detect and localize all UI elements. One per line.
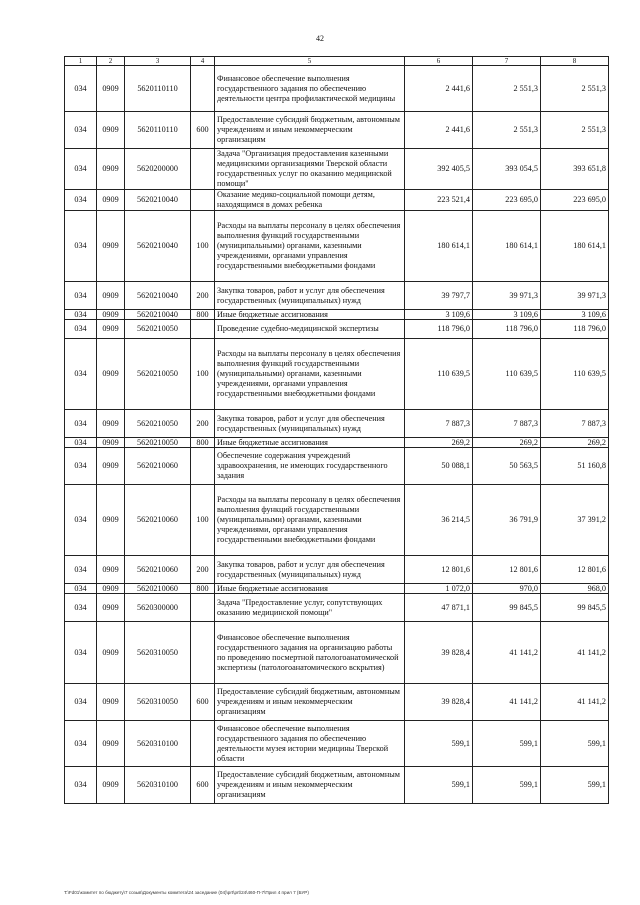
cell-amount-year-2: 41 141,2 — [473, 684, 541, 721]
cell-ministry-code: 034 — [65, 556, 97, 584]
cell-section-code: 0909 — [97, 282, 125, 310]
table-row — [65, 438, 609, 448]
cell-target-item-code: 5620310100 — [125, 721, 191, 767]
cell-expense-type-code — [191, 448, 215, 485]
cell-amount-year-1: 7 887,3 — [405, 410, 473, 438]
cell-ministry-code: 034 — [65, 438, 97, 448]
cell-expense-type-code: 800 — [191, 584, 215, 594]
cell-target-item-code: 5620200000 — [125, 149, 191, 190]
cell-description: Расходы на выплаты персоналу в целях обеспечения выполнения функций государственными (муниципальными) органами, казенными учреждениями, органами управления государственными внебюджетными фондами — [215, 211, 405, 282]
cell-ministry-code: 034 — [65, 320, 97, 339]
column-header: 8 — [541, 57, 609, 66]
cell-expense-type-code — [191, 594, 215, 622]
cell-ministry-code: 034 — [65, 584, 97, 594]
cell-ministry-code: 034 — [65, 282, 97, 310]
cell-amount-year-1: 2 441,6 — [405, 112, 473, 149]
cell-expense-type-code: 200 — [191, 282, 215, 310]
cell-description: Иные бюджетные ассигнования — [215, 584, 405, 594]
cell-target-item-code: 5620210040 — [125, 282, 191, 310]
cell-description: Финансовое обеспечение выполнения государственного задания по обеспечению деятельности музея истории медицины Тверской области — [215, 721, 405, 767]
cell-ministry-code: 034 — [65, 594, 97, 622]
page-number: 42 — [316, 34, 324, 43]
cell-target-item-code: 5620210050 — [125, 339, 191, 410]
cell-section-code: 0909 — [97, 320, 125, 339]
table-row — [65, 594, 609, 622]
cell-amount-year-1: 36 214,5 — [405, 485, 473, 556]
cell-ministry-code: 034 — [65, 339, 97, 410]
cell-amount-year-3: 51 160,8 — [541, 448, 609, 485]
cell-target-item-code: 5620110110 — [125, 66, 191, 112]
table-row — [65, 320, 609, 339]
cell-amount-year-3: 99 845,5 — [541, 594, 609, 622]
cell-expense-type-code — [191, 190, 215, 211]
table-row — [65, 584, 609, 594]
cell-amount-year-1: 39 797,7 — [405, 282, 473, 310]
cell-target-item-code: 5620210040 — [125, 190, 191, 211]
cell-amount-year-2: 39 971,3 — [473, 282, 541, 310]
cell-amount-year-3: 39 971,3 — [541, 282, 609, 310]
table-row — [65, 767, 609, 804]
table-row — [65, 149, 609, 190]
cell-target-item-code: 5620210040 — [125, 211, 191, 282]
cell-amount-year-2: 223 695,0 — [473, 190, 541, 211]
cell-expense-type-code: 600 — [191, 112, 215, 149]
table-row — [65, 282, 609, 310]
cell-amount-year-1: 223 521,4 — [405, 190, 473, 211]
cell-ministry-code: 034 — [65, 190, 97, 211]
cell-target-item-code: 5620210050 — [125, 320, 191, 339]
cell-target-item-code: 5620310050 — [125, 622, 191, 684]
cell-amount-year-3: 7 887,3 — [541, 410, 609, 438]
cell-section-code: 0909 — [97, 448, 125, 485]
table-row — [65, 190, 609, 211]
cell-section-code: 0909 — [97, 721, 125, 767]
cell-description: Предоставление субсидий бюджетным, автономным учреждениям и иным некоммерческим организациям — [215, 112, 405, 149]
cell-description: Расходы на выплаты персоналу в целях обеспечения выполнения функций государственными (муниципальными) органами, казенными учреждениями, органами управления государственными внебюджетными фондами — [215, 485, 405, 556]
cell-section-code: 0909 — [97, 339, 125, 410]
table-row — [65, 339, 609, 410]
cell-amount-year-3: 223 695,0 — [541, 190, 609, 211]
cell-description: Предоставление субсидий бюджетным, автономным учреждениям и иным некоммерческим организациям — [215, 684, 405, 721]
cell-expense-type-code: 200 — [191, 410, 215, 438]
cell-expense-type-code — [191, 622, 215, 684]
cell-expense-type-code: 100 — [191, 211, 215, 282]
cell-target-item-code: 5620300000 — [125, 594, 191, 622]
table-row — [65, 721, 609, 767]
table-row — [65, 448, 609, 485]
table-row — [65, 684, 609, 721]
cell-description: Финансовое обеспечение выполнения государственного задания на организацию работы по проведению посмертной патологоанатомической экспертизы (патологоанатомического вскрытия) — [215, 622, 405, 684]
cell-amount-year-3: 599,1 — [541, 767, 609, 804]
cell-description: Проведение судебно-медицинской экспертизы — [215, 320, 405, 339]
cell-description: Оказание медико-социальной помощи детям, находящимся в домах ребенка — [215, 190, 405, 211]
cell-amount-year-1: 180 614,1 — [405, 211, 473, 282]
table-row — [65, 556, 609, 584]
cell-amount-year-3: 2 551,3 — [541, 66, 609, 112]
cell-expense-type-code — [191, 320, 215, 339]
column-header: 7 — [473, 57, 541, 66]
cell-description: Закупка товаров, работ и услуг для обеспечения государственных (муниципальных) нужд — [215, 410, 405, 438]
cell-target-item-code: 5620210050 — [125, 438, 191, 448]
cell-section-code: 0909 — [97, 410, 125, 438]
cell-amount-year-1: 39 828,4 — [405, 684, 473, 721]
cell-ministry-code: 034 — [65, 721, 97, 767]
column-header: 6 — [405, 57, 473, 66]
cell-target-item-code: 5620210040 — [125, 310, 191, 320]
cell-amount-year-1: 1 072,0 — [405, 584, 473, 594]
cell-amount-year-2: 393 054,5 — [473, 149, 541, 190]
cell-section-code: 0909 — [97, 767, 125, 804]
cell-ministry-code: 034 — [65, 485, 97, 556]
cell-target-item-code: 5620110110 — [125, 112, 191, 149]
cell-amount-year-3: 3 109,6 — [541, 310, 609, 320]
cell-expense-type-code: 100 — [191, 485, 215, 556]
cell-expense-type-code — [191, 66, 215, 112]
cell-target-item-code: 5620210050 — [125, 410, 191, 438]
cell-description: Закупка товаров, работ и услуг для обеспечения государственных (муниципальных) нужд — [215, 556, 405, 584]
table-row — [65, 485, 609, 556]
cell-description: Задача "Организация предоставления казенными медицинскими организациями Тверской области государственных услуг по оказанию медицинской помощи" — [215, 149, 405, 190]
cell-amount-year-1: 12 801,6 — [405, 556, 473, 584]
cell-target-item-code: 5620210060 — [125, 584, 191, 594]
cell-ministry-code: 034 — [65, 112, 97, 149]
cell-expense-type-code: 600 — [191, 767, 215, 804]
cell-expense-type-code: 800 — [191, 438, 215, 448]
cell-expense-type-code: 100 — [191, 339, 215, 410]
cell-expense-type-code: 600 — [191, 684, 215, 721]
cell-amount-year-1: 118 796,0 — [405, 320, 473, 339]
cell-description: Предоставление субсидий бюджетным, автономным учреждениям и иным некоммерческим организациям — [215, 767, 405, 804]
column-header: 2 — [97, 57, 125, 66]
cell-ministry-code: 034 — [65, 448, 97, 485]
table-row — [65, 310, 609, 320]
cell-amount-year-2: 50 563,5 — [473, 448, 541, 485]
table-row — [65, 66, 609, 112]
cell-expense-type-code — [191, 721, 215, 767]
cell-amount-year-2: 269,2 — [473, 438, 541, 448]
cell-amount-year-3: 41 141,2 — [541, 684, 609, 721]
cell-description: Финансовое обеспечение выполнения государственного задания по обеспечению деятельности центра профилактической медицины — [215, 66, 405, 112]
cell-ministry-code: 034 — [65, 767, 97, 804]
cell-amount-year-3: 180 614,1 — [541, 211, 609, 282]
cell-amount-year-2: 110 639,5 — [473, 339, 541, 410]
cell-amount-year-1: 269,2 — [405, 438, 473, 448]
cell-amount-year-3: 968,0 — [541, 584, 609, 594]
cell-ministry-code: 034 — [65, 684, 97, 721]
cell-amount-year-3: 118 796,0 — [541, 320, 609, 339]
cell-section-code: 0909 — [97, 556, 125, 584]
cell-section-code: 0909 — [97, 622, 125, 684]
cell-amount-year-2: 12 801,6 — [473, 556, 541, 584]
cell-amount-year-2: 99 845,5 — [473, 594, 541, 622]
cell-amount-year-1: 2 441,6 — [405, 66, 473, 112]
cell-amount-year-3: 12 801,6 — [541, 556, 609, 584]
cell-amount-year-3: 599,1 — [541, 721, 609, 767]
cell-amount-year-1: 110 639,5 — [405, 339, 473, 410]
cell-section-code: 0909 — [97, 149, 125, 190]
cell-section-code: 0909 — [97, 190, 125, 211]
footer-file-path: T:\Fd01\комитет по бюджету\7 созыв\Документы комитета\24 заседание (04)\prt\prt\24\460-П-7\Прил 4 прил 7 (БУР) — [64, 890, 309, 895]
cell-section-code: 0909 — [97, 438, 125, 448]
cell-amount-year-2: 599,1 — [473, 721, 541, 767]
cell-section-code: 0909 — [97, 485, 125, 556]
cell-ministry-code: 034 — [65, 66, 97, 112]
cell-description: Иные бюджетные ассигнования — [215, 438, 405, 448]
cell-description: Закупка товаров, работ и услуг для обеспечения государственных (муниципальных) нужд — [215, 282, 405, 310]
cell-target-item-code: 5620310100 — [125, 767, 191, 804]
table-body — [65, 66, 609, 804]
cell-amount-year-3: 2 551,3 — [541, 112, 609, 149]
cell-amount-year-3: 41 141,2 — [541, 622, 609, 684]
cell-amount-year-1: 3 109,6 — [405, 310, 473, 320]
cell-section-code: 0909 — [97, 594, 125, 622]
table-row — [65, 622, 609, 684]
cell-amount-year-2: 3 109,6 — [473, 310, 541, 320]
column-header: 3 — [125, 57, 191, 66]
cell-section-code: 0909 — [97, 684, 125, 721]
cell-amount-year-2: 2 551,3 — [473, 112, 541, 149]
cell-description: Иные бюджетные ассигнования — [215, 310, 405, 320]
cell-target-item-code: 5620210060 — [125, 556, 191, 584]
cell-expense-type-code: 800 — [191, 310, 215, 320]
cell-amount-year-2: 970,0 — [473, 584, 541, 594]
cell-amount-year-1: 599,1 — [405, 721, 473, 767]
cell-ministry-code: 034 — [65, 622, 97, 684]
cell-amount-year-1: 392 405,5 — [405, 149, 473, 190]
cell-amount-year-1: 39 828,4 — [405, 622, 473, 684]
cell-ministry-code: 034 — [65, 211, 97, 282]
cell-target-item-code: 5620210060 — [125, 448, 191, 485]
cell-ministry-code: 034 — [65, 149, 97, 190]
cell-amount-year-1: 50 088,1 — [405, 448, 473, 485]
cell-amount-year-2: 7 887,3 — [473, 410, 541, 438]
cell-amount-year-2: 2 551,3 — [473, 66, 541, 112]
cell-amount-year-1: 47 871,1 — [405, 594, 473, 622]
cell-target-item-code: 5620310050 — [125, 684, 191, 721]
column-header: 1 — [65, 57, 97, 66]
cell-ministry-code: 034 — [65, 310, 97, 320]
cell-section-code: 0909 — [97, 310, 125, 320]
cell-section-code: 0909 — [97, 211, 125, 282]
cell-amount-year-3: 393 651,8 — [541, 149, 609, 190]
cell-section-code: 0909 — [97, 584, 125, 594]
column-header: 4 — [191, 57, 215, 66]
cell-description: Обеспечение содержания учреждений здравоохранения, не имеющих государственного задания — [215, 448, 405, 485]
cell-amount-year-1: 599,1 — [405, 767, 473, 804]
budget-table — [64, 56, 609, 804]
cell-target-item-code: 5620210060 — [125, 485, 191, 556]
cell-expense-type-code — [191, 149, 215, 190]
cell-ministry-code: 034 — [65, 410, 97, 438]
table-row — [65, 410, 609, 438]
cell-amount-year-2: 180 614,1 — [473, 211, 541, 282]
cell-section-code: 0909 — [97, 112, 125, 149]
cell-description: Задача "Предоставление услуг, сопутствующих оказанию медицинской помощи" — [215, 594, 405, 622]
cell-amount-year-2: 118 796,0 — [473, 320, 541, 339]
table-row — [65, 112, 609, 149]
cell-amount-year-2: 36 791,9 — [473, 485, 541, 556]
cell-amount-year-2: 599,1 — [473, 767, 541, 804]
cell-amount-year-2: 41 141,2 — [473, 622, 541, 684]
cell-amount-year-3: 269,2 — [541, 438, 609, 448]
cell-expense-type-code: 200 — [191, 556, 215, 584]
table-row — [65, 211, 609, 282]
cell-amount-year-3: 110 639,5 — [541, 339, 609, 410]
column-number-row — [65, 57, 609, 66]
column-header: 5 — [215, 57, 405, 66]
cell-description: Расходы на выплаты персоналу в целях обеспечения выполнения функций государственными (муниципальными) органами, казенными учреждениями, органами управления государственными внебюджетными фондами — [215, 339, 405, 410]
cell-amount-year-3: 37 391,2 — [541, 485, 609, 556]
cell-section-code: 0909 — [97, 66, 125, 112]
